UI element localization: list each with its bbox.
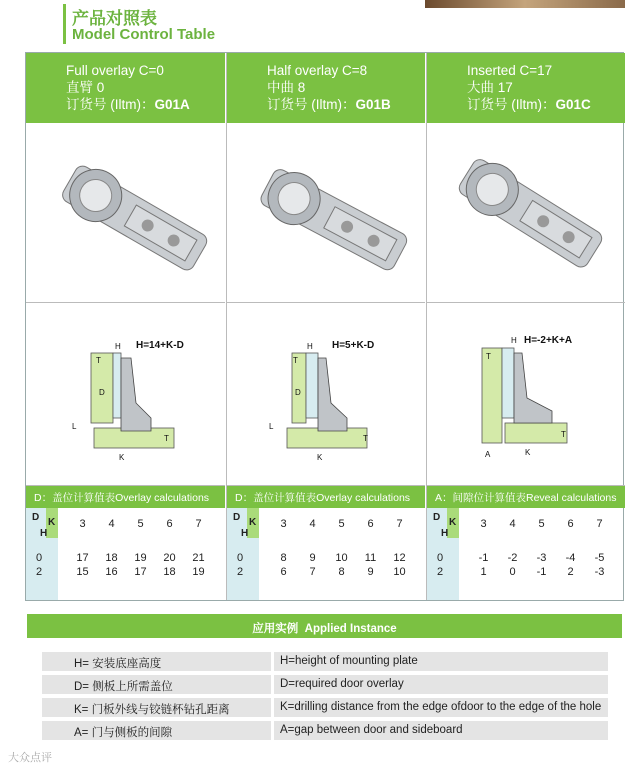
model-table [25,52,624,601]
hinge-diagram [26,303,225,486]
order-code: G01C [555,97,591,112]
hinge-diagram [227,303,425,486]
svg-text:T: T [96,356,101,365]
applied-row: H= 安装底座高度 H=height of mounting plate [42,652,608,671]
overlay-type: Half overlay C=8 [267,63,368,78]
column-header [26,53,225,123]
svg-text:H: H [307,342,313,351]
order-label: 订货号 (Iltm)： [467,97,556,112]
svg-text:K: K [317,453,323,462]
svg-text:L: L [269,422,274,431]
applied-instance-header: 应用实例 Applied Instance [27,614,622,638]
formula: H=14+K-D [136,340,184,351]
overlay-type: Full overlay C=0 [66,63,164,78]
title-chinese: 产品对照表 [72,9,157,29]
calc-table: D K H 3 4 5 6 7 0 2 8 9 10 11 12 6 7 8 9 10 [227,508,425,600]
model-column-c [426,53,625,600]
title-english: Model Control Table [72,26,216,43]
svg-text:K: K [525,448,531,457]
svg-text:L: L [72,422,77,431]
model-column-b [226,53,425,600]
arm-type: 直臂 0 [66,80,105,95]
order-code: G01B [355,97,391,112]
svg-text:D: D [99,388,105,397]
hinge-photo [26,123,225,303]
column-header [427,53,625,123]
calc-title: D：盖位计算值表Overlay calculations [26,486,225,508]
column-header [227,53,425,123]
arm-type: 大曲 17 [467,80,513,95]
applied-row: A= 门与侧板的间隙 A=gap between door and sideboard [42,721,608,740]
overlay-type: Inserted C=17 [467,63,553,78]
watermark: 大众点评 [8,752,52,764]
svg-text:H: H [511,336,517,345]
model-column-a [26,53,225,600]
svg-text:T: T [486,352,491,361]
svg-text:T: T [293,356,298,365]
hinge-image-icon [227,123,426,303]
calc-table: D K H 3 4 5 6 7 0 2 -1 -2 -3 -4 -5 1 0 -1 2 -3 [427,508,625,600]
header-accent-bar [63,4,66,44]
order-label: 订货号 (Iltm)： [267,97,356,112]
calc-title: D：盖位计算值表Overlay calculations [227,486,425,508]
hinge-photo [427,123,625,303]
formula: H=-2+K+A [524,335,573,346]
calc-title: A：间隙位计算值表Reveal calculations [427,486,625,508]
hinge-diagram [427,303,625,486]
svg-text:T: T [164,434,169,443]
svg-text:T: T [363,434,368,443]
order-label: 订货号 (Iltm)： [66,97,155,112]
hinge-image-icon [427,123,626,303]
hinge-image-icon [26,123,225,303]
hinge-photo [227,123,425,303]
order-code: G01A [154,97,190,112]
svg-text:D: D [295,388,301,397]
applied-row: K= 门板外线与铰链杯钻孔距离 K=drilling distance from the edge ofdoor to the edge of the hole [42,698,608,717]
svg-text:H: H [115,342,121,351]
formula: H=5+K-D [332,340,375,351]
top-photo-strip [425,0,625,8]
svg-text:A: A [485,450,491,459]
arm-type: 中曲 8 [267,80,306,95]
svg-text:T: T [561,430,566,439]
svg-text:K: K [119,453,125,462]
calc-table: D K H 3 4 5 6 7 0 2 17 18 19 20 21 15 16 17 18 19 [26,508,225,600]
applied-row: D= 侧板上所需盖位 D=required door overlay [42,675,608,694]
